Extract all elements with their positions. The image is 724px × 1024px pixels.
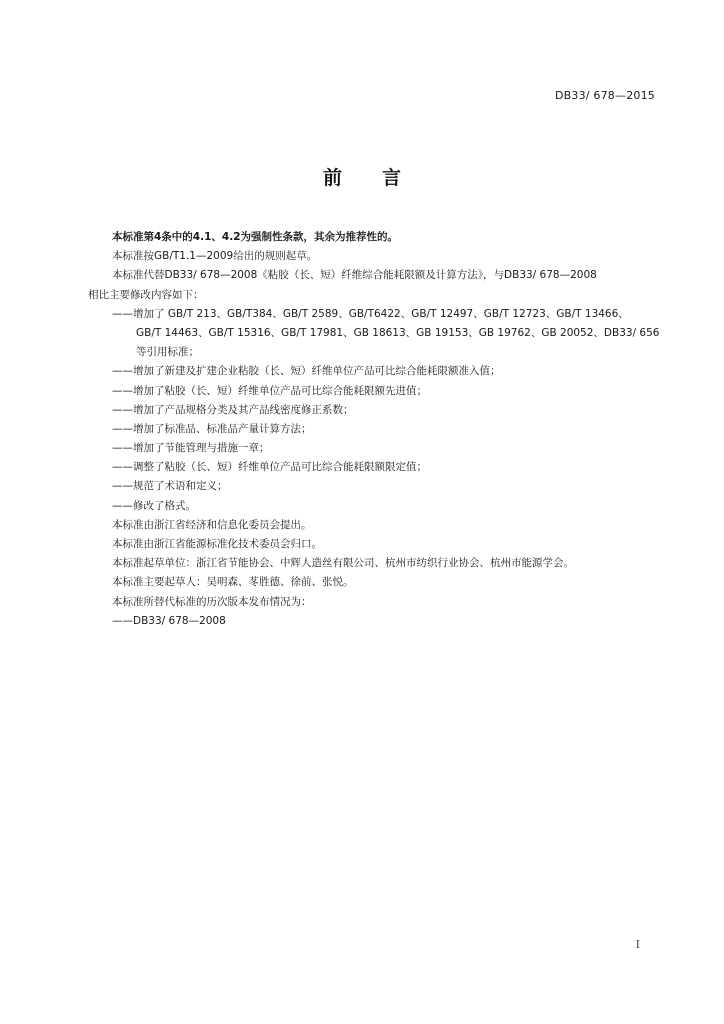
paragraph-drafting-units: 本标准起草单位：浙江省节能协会、中辉人造丝有限公司、杭州市纺织行业协会、杭州市能源学会。 — [112, 557, 574, 570]
change-item-continued: 等引用标准； — [136, 346, 199, 359]
change-item: ——规范了术语和定义； — [112, 480, 228, 493]
paragraph-replacement: 本标准代替DB33/ 678—2008《粘胶（长、短）纤维综合能耗限额及计算方法》，与DB33/ 678—2008 — [112, 269, 597, 282]
change-item: ——增加了节能管理与措施一章； — [112, 442, 270, 455]
page-number: I — [635, 938, 640, 951]
document-number: DB33/ 678—2015 — [554, 89, 655, 102]
change-item: ——增加了产品规格分类及其产品线密度修正系数； — [112, 403, 354, 416]
page-title — [0, 163, 724, 190]
paragraph-replacement-continued: 相比主要修改内容如下： — [88, 288, 204, 301]
foreword-body — [88, 228, 658, 631]
paragraph-drafting-rules: 本标准按GB/T1.1—2009给出的规则起草。 — [112, 250, 318, 263]
paragraph-drafters: 本标准主要起草人：吴明森、苳胜德、徐前、张悦。 — [112, 576, 354, 589]
change-item: ——增加了粘胶（长、短）纤维单位产品可比综合能耗限额先进值； — [112, 384, 427, 397]
title-char-left: 前 — [322, 167, 342, 189]
change-item: ——调整了粘胶（长、短）纤维单位产品可比综合能耗限额限定值； — [112, 461, 427, 474]
change-item: ——修改了格式。 — [112, 499, 196, 512]
paragraph-previous-versions: 本标准所替代标准的历次版本发布情况为： — [112, 595, 312, 608]
paragraph-proposer: 本标准由浙江省经济和信息化委员会提出。 — [112, 518, 312, 531]
title-char-right: 言 — [382, 167, 402, 189]
previous-version-item: ——DB33/ 678—2008 — [112, 614, 226, 627]
paragraph-mandatory-clauses: 本标准第4条中的4.1、4.2为强制性条款，其余为推荐性的。 — [112, 231, 399, 243]
paragraph-centralized: 本标准由浙江省能源标准化技术委员会归口。 — [112, 538, 322, 550]
change-item-continued: GB/T 14463、GB/T 15316、GB/T 17981、GB 18613、GB 19153、GB 19762、GB 20052、DB33/ 656 — [136, 326, 660, 339]
change-item: ——增加了 GB/T 213、GB/T384、GB/T 2589、GB/T6422、GB/T 12497、GB/T 12723、GB/T 13466、 — [112, 307, 629, 320]
change-item: ——增加了标准品、标准品产量计算方法； — [112, 422, 312, 435]
change-item: ——增加了新建及扩建企业粘胶（长、短）纤维单位产品可比综合能耗限额准入值； — [112, 365, 501, 378]
